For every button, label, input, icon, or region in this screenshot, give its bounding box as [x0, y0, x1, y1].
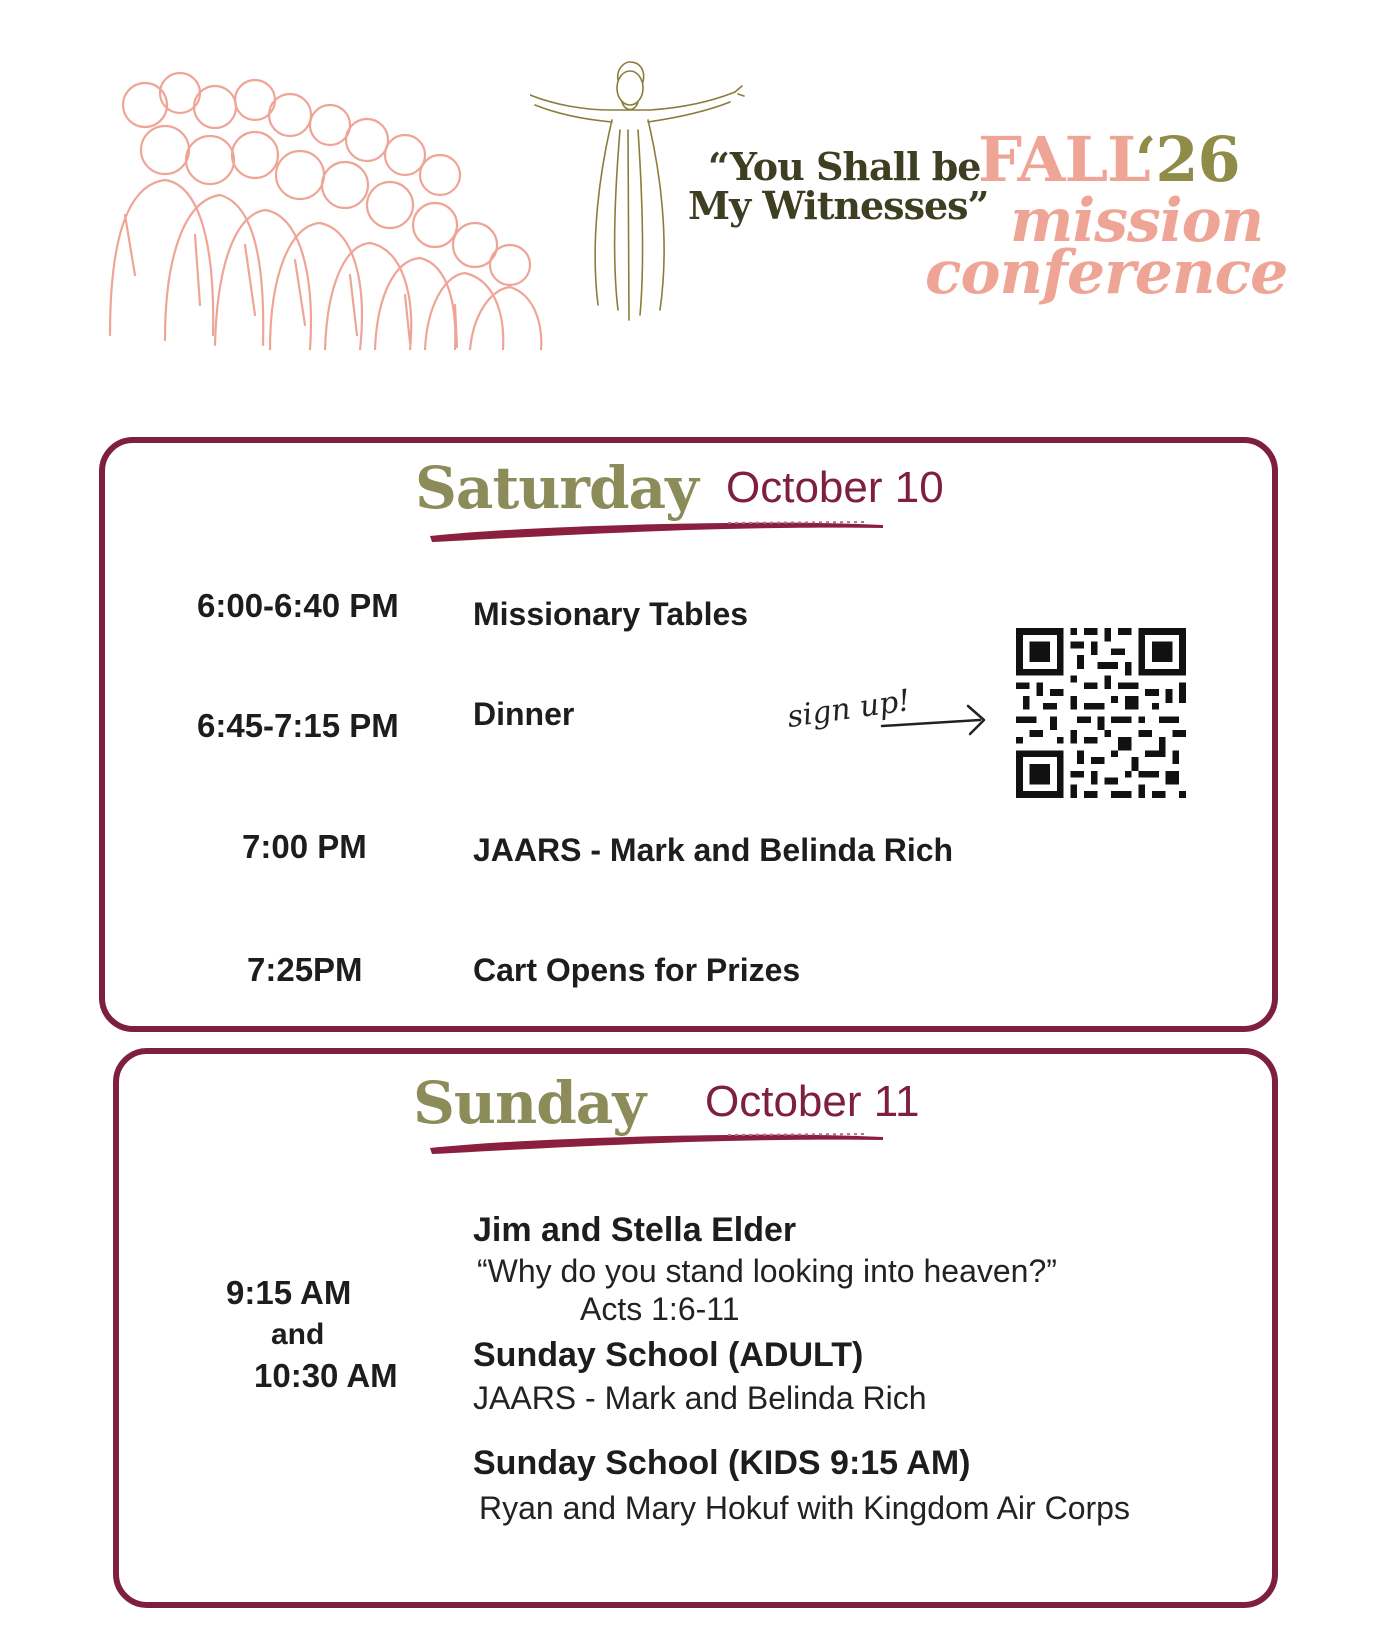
schedule-time: 6:45-7:15 PM: [197, 707, 399, 744]
schedule-time: 7:25PM: [247, 951, 363, 988]
saturday-date: October 10: [726, 463, 944, 512]
scripture-reference: Acts 1:6-11: [580, 1291, 740, 1327]
mission-text: mission: [1010, 186, 1264, 256]
sunday-date: October 11: [705, 1077, 920, 1126]
sunday-heading: Sunday: [413, 1069, 646, 1137]
theme-quote-line1: “You Shall be: [708, 144, 981, 189]
sign-up-label: sign up!: [785, 683, 913, 735]
theme-quote-line2: My Witnesses”: [688, 183, 989, 228]
arrow-right-icon: [880, 698, 990, 738]
conference-year-title: [978, 123, 1240, 196]
schedule-event: Cart Opens for Prizes: [473, 952, 801, 988]
crowd-illustration: [105, 65, 545, 350]
sunday-time-and: and: [271, 1318, 325, 1351]
adult-school-title: Sunday School (ADULT): [473, 1336, 864, 1374]
year-text: ‘26: [1134, 123, 1240, 196]
saturday-heading: Saturday: [415, 454, 698, 522]
sunday-speaker: Jim and Stella Elder: [473, 1211, 797, 1249]
sermon-title: “Why do you stand looking into heaven?”: [477, 1253, 1057, 1289]
schedule-event: Dinner: [473, 696, 575, 732]
kids-school-title: Sunday School (KIDS 9:15 AM): [473, 1444, 971, 1482]
sunday-brush-underline: [428, 1126, 888, 1156]
kids-school-leaders: Ryan and Mary Hokuf with Kingdom Air Corps: [479, 1490, 1130, 1526]
conference-text: conference: [925, 238, 1288, 308]
schedule-event: JAARS - Mark and Belinda Rich: [473, 832, 954, 868]
saturday-brush-underline: [428, 514, 888, 544]
schedule-event: Missionary Tables: [473, 596, 749, 632]
adult-school-speaker: JAARS - Mark and Belinda Rich: [473, 1380, 927, 1416]
schedule-time: 6:00-6:40 PM: [197, 587, 399, 624]
fall-text: FALL: [978, 123, 1135, 196]
schedule-time: 7:00 PM: [242, 828, 367, 865]
sunday-time-first: 9:15 AM: [226, 1274, 352, 1311]
sunday-time-second: 10:30 AM: [254, 1357, 398, 1394]
qr-code-icon[interactable]: [1016, 628, 1186, 798]
